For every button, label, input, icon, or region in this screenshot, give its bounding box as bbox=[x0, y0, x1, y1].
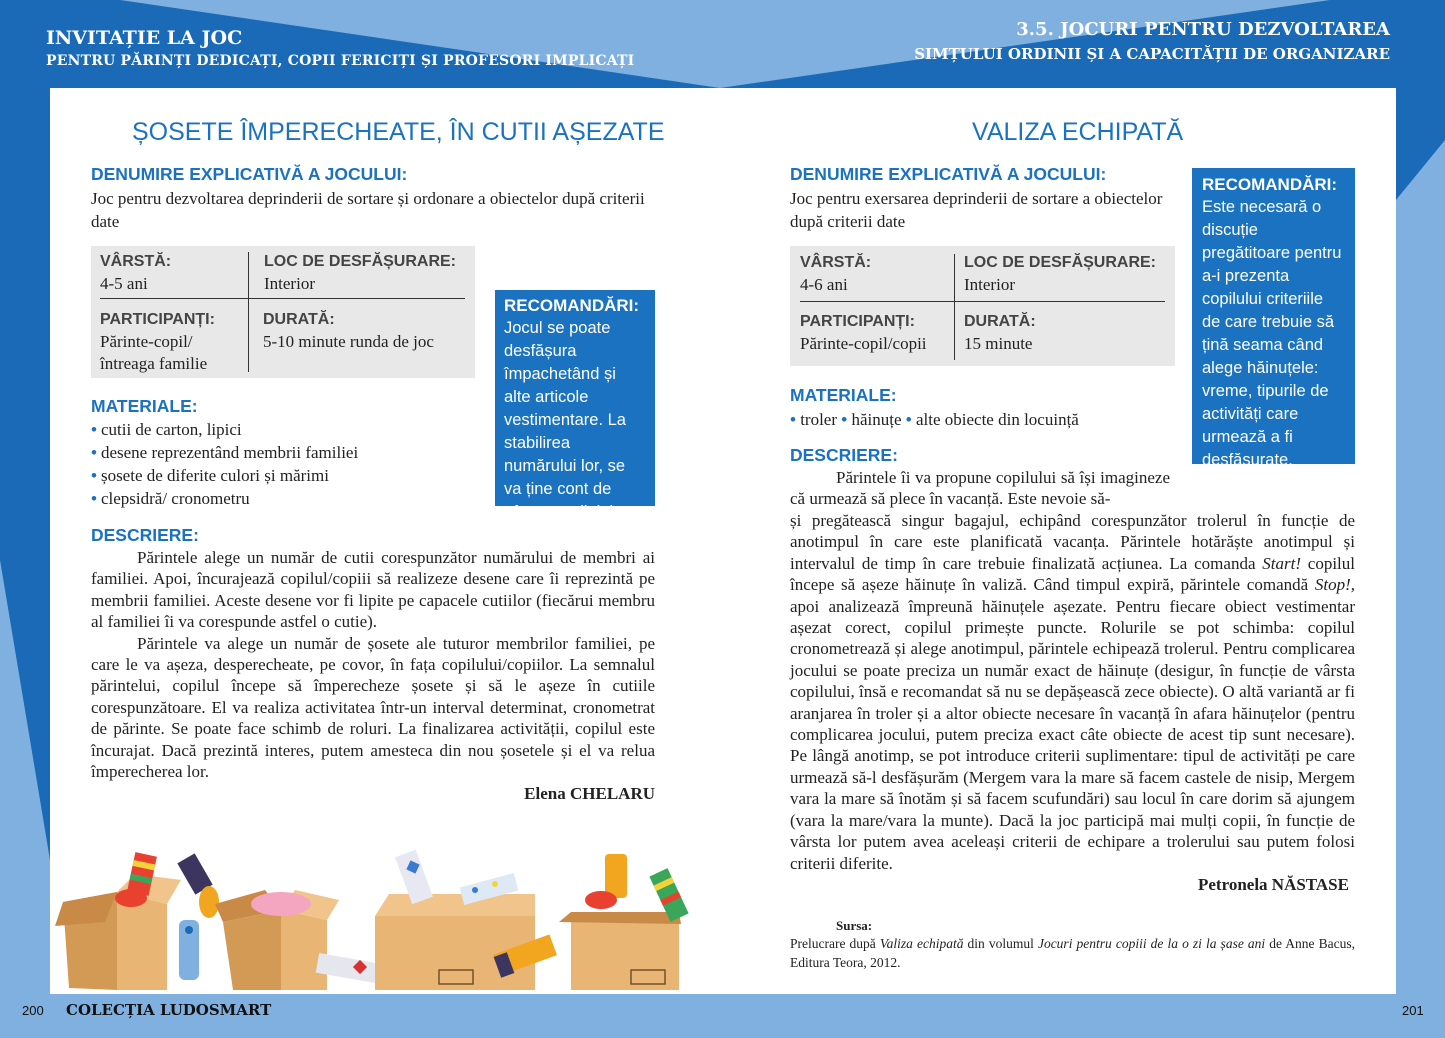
source-heading: Sursa: bbox=[836, 918, 873, 933]
cardboard-box-icon bbox=[55, 874, 181, 990]
left-reco-heading: RECOMANDĂRI: bbox=[504, 296, 640, 315]
right-info-divider-h bbox=[800, 301, 1165, 302]
list-item: troler bbox=[800, 410, 838, 429]
right-place bbox=[964, 252, 1156, 296]
right-desc-paragraph-1a bbox=[790, 467, 1170, 510]
boxes-socks-illustration bbox=[55, 840, 725, 994]
right-reco-text: Este necesară o discuție pregătitoare pentru a-i prezenta copilului criteriile de care trebuie să țină seama când alege hăinuțele: vreme, tipurile de activități care urmează a fi desfășurate. bbox=[1202, 198, 1342, 469]
list-item: hăinuțe bbox=[851, 410, 902, 429]
right-desc-paragraph-1b bbox=[790, 510, 1355, 874]
left-desc-paragraph-2: Părintele va alege un număr de șosete ale tuturor membrilor familiei, pe care le va așeza, desperecheate, pe covor, în fața copilului/copiilor. La semnalul părintelui, copilul începe să împerecheze șosete și să le așeze în cutiile corespunzătoare. El va realiza activitatea într-un interval determinat, cronometrat de părinte. Se poate face schimb de roluri. La finalizarea activității, copilul este încurajat. Dacă prezintă interes, putem amesteca din nou șosetele și el va relua împerecherea lor. bbox=[91, 633, 655, 782]
left-expl-text: Joc pentru dezvoltarea deprinderii de sortare și ordonare a obiectelor după criterii date bbox=[91, 189, 645, 231]
left-info-divider-h bbox=[100, 298, 465, 299]
left-materials-heading: MATERIALE: bbox=[91, 396, 198, 416]
source-part-3: de Anne Bacus, Editura Teora, 2012. bbox=[790, 936, 1355, 970]
left-expl-heading: DENUMIRE EXPLICATIVĂ A JOCULUI: bbox=[91, 164, 408, 184]
left-age-label: VÂRSTĂ: bbox=[100, 253, 172, 270]
left-duration-label: DURATĂ: bbox=[263, 311, 335, 328]
source-text bbox=[790, 934, 1355, 972]
right-desc-text-b3: apoi analizează împreună hăinuțele așezate. Pentru fiecare obiect vestimentar așezat corect, copilul primește puncte. Rolurile se pot schimba: copilul cronometrează și alege anotimpul, părintele echipează trolerul. Pentru complicarea jocului se poate preciza un număr exact de hăinuțe (desigur, în funcție de vârsta copilului, însă e recomandat să nu se depășească zece obiecte). O altă variantă ar fi aranjarea în troler și a altor obiecte necesare în vacanță în afara hăinuțelor (pentru complicarea jocului, putem preciza exact câte obiecte de acest tip sunt necesare). Pe lângă anotimp, se pot introduce criterii suplimentare: tipul de activități pe care urmează să-l desfășurăm (Mergem vara la mare să facem castele de nisip, Mergem vara la mare să înotăm și să facem scufundări) sau locul în care dorim să ajungem (vara la mare/vara la munte). Dacă la joc participă mai mulți copii, în funcție de vârsta lor putem avea aceleași criterii de echipare a trolerului sau putem folosi criterii diferite. bbox=[790, 596, 1355, 873]
right-info-box bbox=[790, 246, 1175, 366]
right-desc-text-b2: copilul începe să așeze hăinuțe în valiză. Când timpul expiră, părintele comandă bbox=[790, 553, 1355, 595]
page-number-right: 201 bbox=[1402, 1003, 1424, 1018]
list-item: • șosete de diferite culori și mărimi bbox=[91, 464, 481, 487]
header-left-title: INVITAȚIE LA JOC bbox=[46, 27, 243, 49]
list-item: • desene reprezentând membrii familiei bbox=[91, 441, 481, 464]
left-age bbox=[100, 251, 171, 295]
cardboard-box-icon bbox=[375, 894, 535, 990]
right-duration bbox=[964, 311, 1036, 355]
source-volume: Jocuri pentru copiii de la o zi la șase ani bbox=[1037, 936, 1266, 951]
right-info-divider-v bbox=[954, 254, 955, 360]
left-place bbox=[264, 251, 456, 295]
right-reco-heading: RECOMANDĂRI: bbox=[1202, 175, 1338, 194]
list-item: alte obiecte din locuință bbox=[915, 410, 1079, 429]
left-participants-label: PARTICIPANȚI: bbox=[100, 311, 215, 328]
right-place-value: Interior bbox=[964, 275, 1015, 294]
left-place-label: LOC DE DESFĂȘURARE: bbox=[264, 253, 457, 270]
left-info-box bbox=[91, 246, 475, 378]
right-expl-text: Joc pentru exersarea deprinderii de sortare a obiectelor după criterii date bbox=[790, 189, 1163, 231]
right-duration-label: DURATĂ: bbox=[964, 313, 1036, 330]
right-game-title: VALIZA ECHIPATĂ bbox=[972, 118, 1184, 146]
right-materials-heading: MATERIALE: bbox=[790, 385, 897, 405]
right-desc-text-b1: și pregătească singur bagajul, echipând corespunzător trolerul în funcție de anotimpul în care este planificată vacanța. Părintele hotărăște anotimpul și intervalul de timp în care trebuie finalizată acțiunea. La comanda bbox=[790, 511, 1355, 573]
sock-cat-icon bbox=[585, 854, 627, 909]
right-desc-stop: Stop!, bbox=[1314, 575, 1355, 595]
right-duration-value: 15 minute bbox=[964, 334, 1033, 353]
header-left-subtitle: PENTRU PĂRINȚI DEDICAȚI, COPII FERICIȚI ȘI PROFESORI IMPLICAȚI bbox=[46, 53, 635, 69]
sock-dark-icon bbox=[177, 853, 219, 918]
right-participants-value: Părinte-copil/copii bbox=[800, 334, 927, 353]
header-right-title: 3.5. JOCURI PENTRU DEZVOLTAREA bbox=[1016, 19, 1390, 40]
left-duration-value: 5-10 minute runda de joc bbox=[263, 332, 434, 351]
list-item: • cutii de carton, lipici bbox=[91, 418, 481, 441]
right-place-label: LOC DE DESFĂȘURARE: bbox=[964, 254, 1157, 271]
right-author: Petronela NĂSTASE bbox=[1198, 875, 1349, 894]
left-age-value: 4-5 ani bbox=[100, 274, 148, 293]
left-participants bbox=[100, 309, 250, 375]
left-game-title: ȘOSETE ÎMPERECHEATE, ÎN CUTII AȘEZATE bbox=[132, 118, 665, 146]
left-participants-value: Părinte-copil/ întreaga familie bbox=[100, 332, 208, 373]
left-author: Elena CHELARU bbox=[524, 784, 655, 803]
right-desc-start: Start! bbox=[1262, 553, 1301, 573]
left-description bbox=[91, 547, 655, 782]
right-desc-text-a: Părintele îi va propune copilului să își imagineze că urmează să plece în vacanță. Este nevoie să- bbox=[790, 468, 1170, 509]
cardboard-box-icon bbox=[215, 890, 339, 990]
left-desc-heading: DESCRIERE: bbox=[91, 525, 199, 545]
list-item: • clepsidră/ cronometru bbox=[91, 487, 481, 510]
right-age bbox=[800, 252, 871, 296]
cardboard-box-icon bbox=[559, 912, 681, 990]
left-materials-list bbox=[91, 418, 481, 510]
right-materials-list: • troler • hăinuțe • alte obiecte din locuință bbox=[790, 410, 1079, 429]
right-age-value: 4-6 ani bbox=[800, 275, 848, 294]
right-expl-heading: DENUMIRE EXPLICATIVĂ A JOCULUI: bbox=[790, 164, 1107, 184]
right-age-label: VÂRSTĂ: bbox=[800, 254, 872, 271]
collection-title: COLECȚIA LUDOSMART bbox=[66, 1001, 272, 1019]
left-info-divider-v bbox=[248, 252, 249, 372]
left-reco-box bbox=[495, 290, 655, 521]
left-reco-text: Jocul se poate desfășura împachetând și alte articole vestimentare. La stabilirea numărului lor, se va ține cont de vârsta copilului. bbox=[504, 319, 626, 521]
right-participants-label: PARTICIPANȚI: bbox=[800, 313, 915, 330]
header-right-subtitle: SIMȚULUI ORDINII ȘI A CAPACITĂȚII DE ORGANIZARE bbox=[914, 45, 1390, 63]
right-participants bbox=[800, 311, 927, 355]
source-part-2: din volumul bbox=[963, 936, 1038, 951]
right-reco-box bbox=[1192, 168, 1355, 469]
sock-blue-icon bbox=[179, 920, 199, 980]
page-number-left: 200 bbox=[22, 1003, 44, 1018]
source-book: Valiza echipată bbox=[879, 936, 964, 951]
right-desc-heading: DESCRIERE: bbox=[790, 445, 898, 465]
source-part-1: Prelucrare după bbox=[790, 936, 880, 951]
left-desc-paragraph-1: Părintele alege un număr de cutii corespunzător numărului de membri ai familiei. Apoi, încurajează copilul/copiii să realizeze desene care îi reprezintă pe membrii familiei. Aceste desene vor fi lipite pe capacele cutiilor (fiecărui membru al familiei îi va corespunde astfel o cutie). bbox=[91, 548, 655, 632]
left-duration bbox=[263, 309, 434, 353]
left-place-value: Interior bbox=[264, 274, 315, 293]
